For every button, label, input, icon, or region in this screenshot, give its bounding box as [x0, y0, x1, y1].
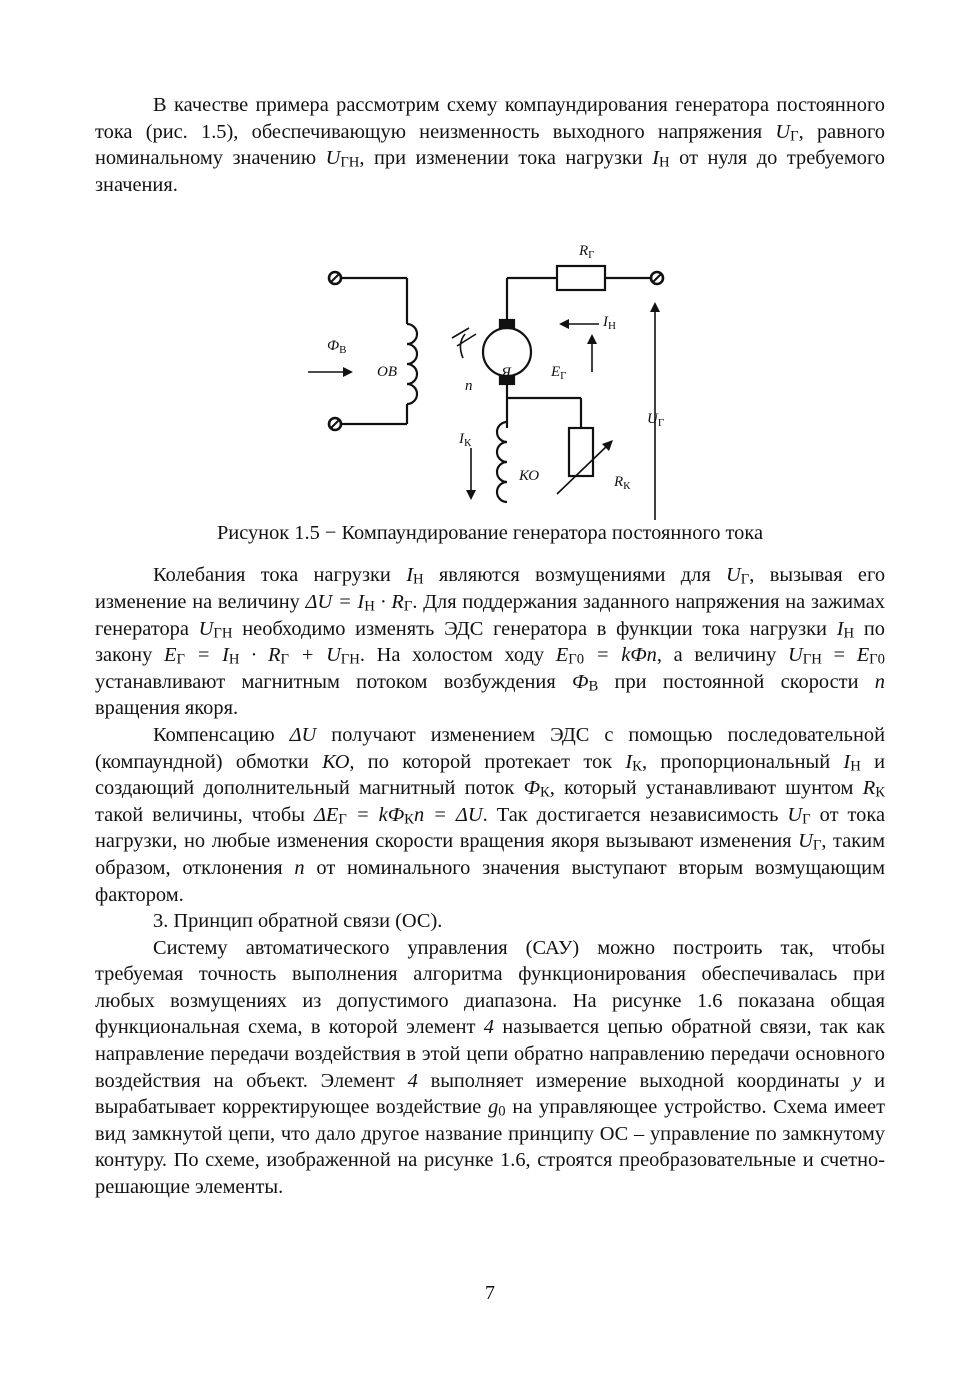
label-n: n — [465, 378, 473, 395]
label-fb: $Ф_В$ — [327, 338, 347, 357]
label-rk: $R_К$ — [614, 474, 631, 493]
paragraph-intro: В качестве примера рассмотрим схему компаундирования генератора постоянного тока (рис. 1.5), обеспечивающую неизменность выходного напряжения $U_Г$, равного номинальному значению $U_{ГН}$, при изменении тока нагрузки $I_Н$ от нуля до требуемого значения. — [95, 94, 886, 196]
page-content — [95, 92, 885, 1201]
label-ug: $U_Г$ — [647, 411, 665, 430]
label-in: $I_Н$ — [603, 314, 616, 333]
circuit-diagram — [95, 220, 885, 520]
label-ya: Я — [501, 365, 511, 382]
paragraph-compensation: Компенсацию ΔU получают изменением ЭДС с помощью последовательной (компаундной) обмотки КО, по которой протекает ток $I_К$, пропорциональный $I_Н$ и создающий дополнительный магнитный поток $Ф_К$, который устанавливают шунтом $R_К$ такой величины, чтобы $\Delta E_Г = kФ_Кn = \Delta U$. Так достигается независимость $U_Г$ от тока нагрузки, но любые изменения скорости вращения якоря вызывают изменения $U_Г$, таким образом, отклонения n от номинального значения выступают вторым возмущающим фактором. — [95, 723, 886, 906]
figure-caption: Рисунок 1.5 − Компаундирование генератора постоянного тока — [216, 522, 764, 545]
section-heading-feedback: 3. Принцип обратной связи (ОС). — [153, 910, 443, 933]
circuit-figure — [95, 220, 885, 520]
page-number: 7 — [485, 1282, 495, 1304]
label-ov: ОВ — [377, 364, 397, 381]
label-eg: $E_Г$ — [551, 364, 567, 383]
label-ko: КО — [519, 468, 540, 485]
label-ik: $I_К$ — [459, 431, 472, 450]
paragraph-feedback: Систему автоматического управления (САУ) можно построить так, чтобы требуемая точность выполнения алгоритма функционирования обеспечивалась при любых возмущениях из допустимого диапазона. На рисунке 1.6 показана общая функциональная схема, в которой элемент 4 называется цепью обратной связи, так как направление передачи воздействия в этой цепи обратно направлению передачи основного воздействия на объект. Элемент 4 выполняет измерение выходной координаты y и вырабатывает корректирующее воздействие $g_0$ на управляющее устройство. Схема имеет вид замкнутой цепи, что дало другое название принципу ОС – управление по замкнутому контуру. По схеме, изображенной на рисунке 1.6, строятся преобразовательные и счетно-решающие элементы. — [95, 936, 886, 1199]
label-rg: $R_Г$ — [579, 243, 595, 262]
paragraph-load-current: Колебания тока нагрузки $I_Н$ являются возмущениями для $U_Г$, вызывая его изменение на величину $\Delta U = I_Н \cdot R_Г$. Для поддержания заданного напряжения на зажимах генератора $U_{ГН}$ необходимо изменять ЭДС генератора в функции тока нагрузки $I_Н$ по закону $E_Г = I_Н \cdot R_Г + U_{ГН}$. На холостом ходу $E_{Г0}$ = kФn, а величину $U_{ГН} = E_{Г0}$ устанавливают магнитным потоком возбуждения $Ф_В$ при постоянной скорости n вращения якоря. — [95, 564, 886, 720]
